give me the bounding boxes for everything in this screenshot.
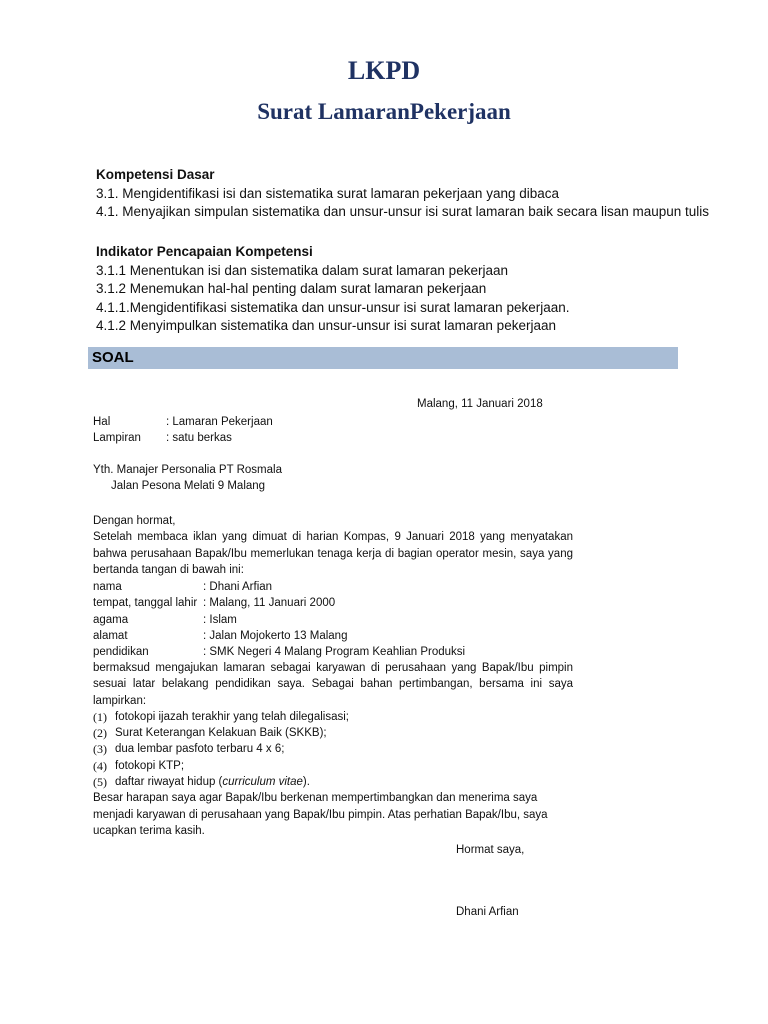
indikator-item: 4.1.2 Menyimpulkan sistematika dan unsur-unsur isi surat lamaran pekerjaan (96, 318, 556, 333)
attachment-item (93, 709, 573, 725)
attachment-text: fotokopi KTP; (115, 759, 185, 772)
biodata-row (93, 628, 465, 644)
biodata-value: : Islam (203, 613, 237, 626)
attachment-item (93, 758, 573, 774)
meta-key: Lampiran (93, 432, 141, 445)
attachment-text: Surat Keterangan Kelakuan Baik (SKKB); (115, 727, 327, 740)
biodata-key: agama (93, 613, 129, 626)
attachment-text: dua lembar pasfoto terbaru 4 x 6; (115, 743, 285, 756)
attachment-text-before: daftar riwayat hidup ( (115, 776, 223, 789)
biodata-table (93, 579, 465, 660)
biodata-value: : Dhani Arfian (203, 581, 273, 593)
soal-header-bar (88, 347, 678, 369)
document-title: LKPD (347, 56, 421, 85)
meta-row (93, 414, 273, 430)
attachment-text-after: ). (302, 776, 310, 789)
biodata-key: pendidikan (93, 646, 149, 659)
biodata-row (93, 644, 465, 660)
biodata-key: alamat (93, 629, 128, 642)
biodata-value: : Malang, 11 Januari 2000 (203, 597, 336, 610)
attachment-text: fotokopi ijazah terakhir yang telah dilegalisasi; (115, 710, 349, 723)
intro-paragraph: Setelah membaca iklan yang dimuat di harian Kompas, 9 Januari 2018 yang menyatakan bahwa perusahaan Bapak/Ibu memerlukan tenaga kerja di bagian operator mesin, saya yang bertanda tangan di bawah ini: (93, 531, 573, 576)
closing-paragraph: Besar harapan saya agar Bapak/Ibu berkenan mempertimbangkan dan menerima saya menjadi karyawan di perusahaan yang Bapak/Ibu pimpin. Atas perhatian Bapak/Ibu, saya ucapkan terima kasih. (93, 792, 548, 837)
letter-opening (93, 513, 573, 578)
meta-value: : satu berkas (166, 432, 232, 445)
soal-label: SOAL (92, 349, 134, 366)
letter-body (93, 660, 573, 839)
greeting: Dengan hormat, (93, 515, 176, 527)
attachment-number: (1) (93, 709, 107, 724)
indikator-item: 4.1.1.Mengidentifikasi sistematika dan unsur-unsur isi surat lamaran pekerjaan. (96, 299, 570, 315)
signature-name: Dhani Arfian (456, 906, 519, 918)
indikator-section (96, 243, 696, 336)
kompetensi-item: 4.1. Menyajikan simpulan sistematika dan unsur-unsur isi surat lamaran baik secara lisan maupun tulis (96, 204, 710, 219)
attachment-list (93, 709, 573, 790)
indikator-heading: Indikator Pencapaian Kompetensi (96, 244, 313, 259)
attachment-item (93, 774, 573, 790)
document-subtitle: Surat LamaranPekerjaan (257, 99, 511, 124)
recipient-name: Yth. Manajer Personalia PT Rosmala (93, 464, 282, 476)
attachment-number: (4) (93, 758, 107, 773)
attachment-text (115, 774, 310, 790)
letter-date: Malang, 11 Januari 2018 (417, 398, 543, 410)
kompetensi-dasar-heading: Kompetensi Dasar (96, 167, 215, 182)
indikator-item: 3.1.1 Menentukan isi dan sistematika dalam surat lamaran pekerjaan (96, 262, 508, 278)
meta-row (93, 430, 273, 446)
attachment-item (93, 741, 573, 757)
attachment-number: (5) (93, 775, 107, 790)
attachment-item (93, 725, 573, 741)
biodata-row (93, 595, 465, 611)
meta-key: Hal (93, 416, 111, 428)
signoff: Hormat saya, (456, 844, 525, 856)
attachment-number: (3) (93, 742, 107, 757)
biodata-value: : SMK Negeri 4 Malang Program Keahlian Produksi (203, 646, 466, 659)
recipient-address: Jalan Pesona Melati 9 Malang (111, 480, 266, 493)
indikator-item: 3.1.2 Menemukan hal-hal penting dalam surat lamaran pekerjaan (96, 281, 487, 296)
biodata-row (93, 579, 465, 595)
attachment-text-italic: curriculum vitae (222, 776, 303, 789)
biodata-row (93, 612, 465, 628)
kompetensi-dasar-section (96, 166, 710, 222)
biodata-key: nama (93, 581, 122, 593)
attachment-number: (2) (93, 726, 107, 741)
purpose-paragraph: bermaksud mengajukan lamaran sebagai karyawan di perusahaan yang Bapak/Ibu pimpin sesuai latar belakang pendidikan saya. Sebagai bahan pertimbangan, bersama ini saya lampirkan: (93, 662, 573, 707)
biodata-key: tempat, tanggal lahir (93, 597, 198, 610)
meta-value: : Lamaran Pekerjaan (166, 416, 273, 428)
kompetensi-item: 3.1. Mengidentifikasi isi dan sistematika surat lamaran pekerjaan yang dibaca (96, 185, 560, 201)
biodata-value: : Jalan Mojokerto 13 Malang (203, 629, 348, 642)
letter-meta (93, 414, 273, 447)
recipient-block (93, 462, 282, 495)
